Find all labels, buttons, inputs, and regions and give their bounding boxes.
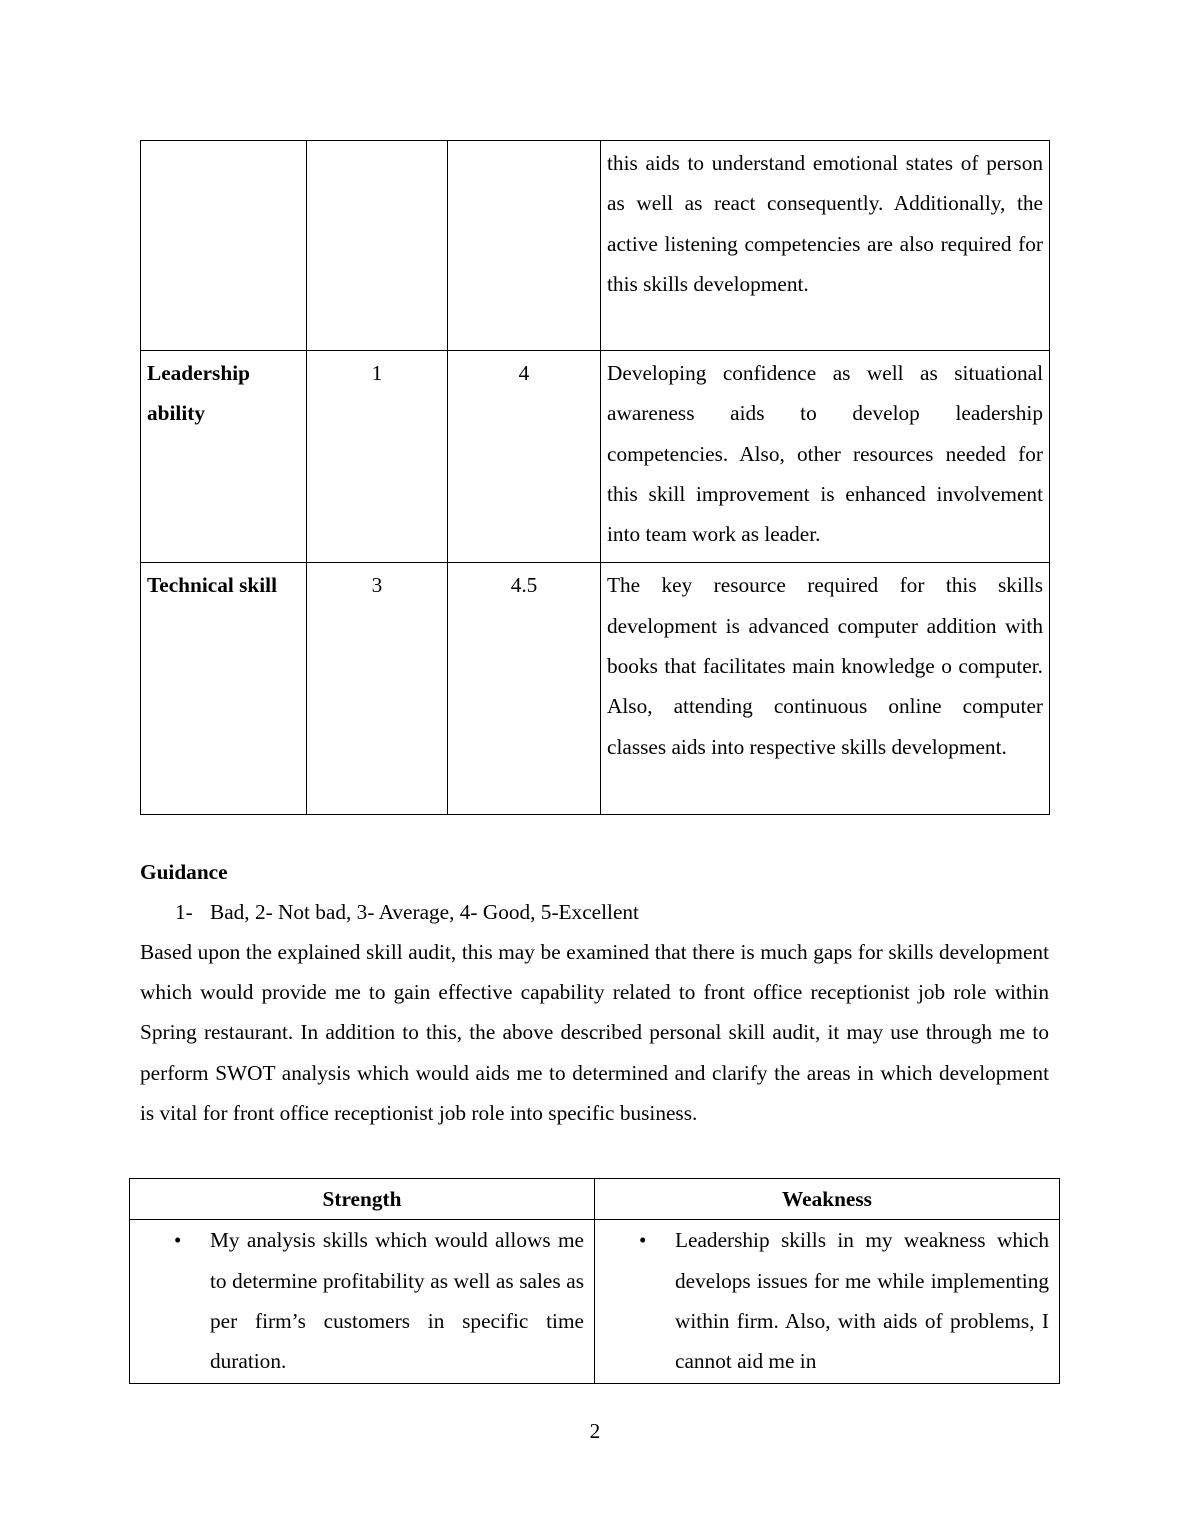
page-number: 2 — [589, 1419, 601, 1443]
swot-content-row — [130, 1220, 1060, 1384]
guidance-heading: Guidance — [140, 860, 228, 884]
guidance-scale-text: Bad, 2- Not bad, 3- Average, 4- Good, 5-Excellent — [210, 900, 639, 924]
body-paragraph: Based upon the explained skill audit, this may be examined that there is much gaps for skills development which would provide me to gain effective capability related to front office receptionist job role within Spring restaurant. In addition to this, the above described personal skill audit, it may use through me to perform SWOT analysis which would aids me to determined and clarify the areas in which development is vital for front office receptionist job role into specific business. — [140, 940, 1049, 1125]
skill-name-cell — [141, 141, 307, 351]
guidance-scale-item — [175, 892, 639, 932]
weakness-header: Weakness — [595, 1179, 1060, 1220]
resources-description-cell: this aids to understand emotional states of person as well as react consequently. Additionally, the active listening competencies are also required for this skills development. — [601, 141, 1050, 351]
list-marker: 1- — [175, 900, 193, 924]
skill-name-cell: Technical skill — [141, 563, 307, 815]
weakness-text: Leadership skills in my weakness which develops issues for me while implementing within firm. Also, with aids of problems, I cannot aid me in — [675, 1228, 1049, 1374]
strength-cell — [130, 1220, 595, 1384]
table-row — [141, 351, 1050, 563]
bullet-icon: • — [639, 1228, 647, 1253]
current-rating-cell — [307, 141, 448, 351]
swot-header-row — [130, 1179, 1060, 1220]
table-row — [141, 141, 1050, 351]
current-rating-cell: 3 — [307, 563, 448, 815]
skill-audit-table — [140, 140, 1050, 815]
list-item — [601, 1220, 1049, 1381]
strength-header: Strength — [130, 1179, 595, 1220]
bullet-icon: • — [174, 1228, 182, 1253]
weakness-cell — [595, 1220, 1060, 1384]
target-rating-cell: 4.5 — [448, 563, 601, 815]
swot-table — [129, 1178, 1060, 1384]
target-rating-cell — [448, 141, 601, 351]
current-rating-cell: 1 — [307, 351, 448, 563]
target-rating-cell: 4 — [448, 351, 601, 563]
table-row — [141, 563, 1050, 815]
resources-description-cell: The key resource required for this skills development is advanced computer addition with books that facilitates main knowledge o computer. Also, attending continuous online computer classes aids into respective skills development. — [601, 563, 1050, 815]
strength-text: My analysis skills which would allows me to determine profitability as well as sales as per firm’s customers in specific time duration. — [210, 1228, 584, 1374]
skill-name-cell: Leadership ability — [141, 351, 307, 563]
resources-description-cell: Developing confidence as well as situational awareness aids to develop leadership competencies. Also, other resources needed for this skill improvement is enhanced involvement into team work as leader. — [601, 351, 1050, 563]
list-item — [136, 1220, 584, 1381]
